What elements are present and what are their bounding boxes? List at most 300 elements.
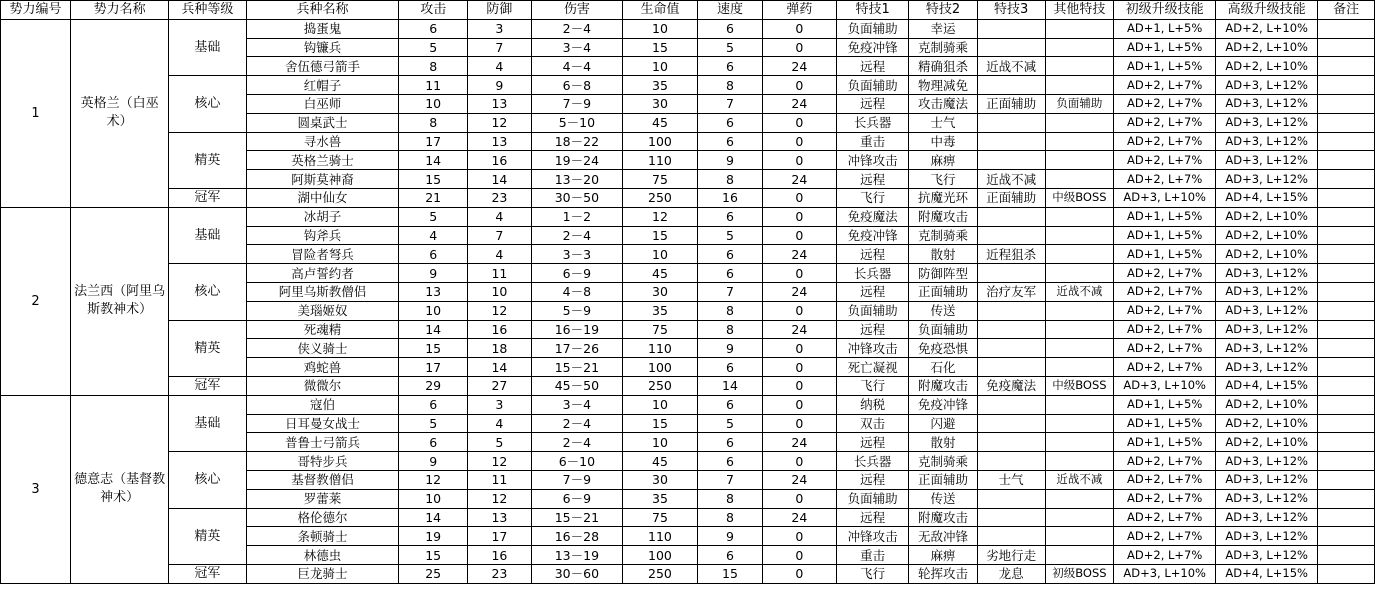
other-skill-cell bbox=[1045, 358, 1114, 377]
basic-upgrade-cell: AD+2, L+7% bbox=[1114, 264, 1216, 283]
column-header: 防御 bbox=[467, 1, 531, 20]
damage-cell: 2－4 bbox=[531, 414, 622, 433]
unit-name-cell: 捣蛋鬼 bbox=[246, 19, 399, 38]
skill3-cell bbox=[977, 264, 1045, 283]
table-row bbox=[1, 320, 1375, 339]
skill1-cell: 远程 bbox=[836, 508, 909, 527]
ammo-cell: 0 bbox=[762, 132, 836, 151]
damage-cell: 4－8 bbox=[531, 282, 622, 301]
unit-name-cell: 寻水兽 bbox=[246, 132, 399, 151]
column-header: 兵种名称 bbox=[246, 1, 399, 20]
skill1-cell: 长兵器 bbox=[836, 113, 909, 132]
defense-cell: 7 bbox=[467, 38, 531, 57]
speed-cell: 8 bbox=[698, 76, 763, 95]
ammo-cell: 0 bbox=[762, 207, 836, 226]
table-row bbox=[1, 76, 1375, 95]
remark-cell bbox=[1318, 433, 1375, 452]
speed-cell: 8 bbox=[698, 301, 763, 320]
attack-cell: 6 bbox=[399, 395, 467, 414]
unit-name-cell: 死魂精 bbox=[246, 320, 399, 339]
other-skill-cell bbox=[1045, 132, 1114, 151]
remark-cell bbox=[1318, 452, 1375, 471]
damage-cell: 6－9 bbox=[531, 264, 622, 283]
skill1-cell: 长兵器 bbox=[836, 452, 909, 471]
other-skill-cell bbox=[1045, 489, 1114, 508]
ammo-cell: 24 bbox=[762, 170, 836, 189]
hp-cell: 110 bbox=[622, 527, 697, 546]
skill2-cell: 飞行 bbox=[909, 170, 977, 189]
attack-cell: 15 bbox=[399, 170, 467, 189]
tier-cell: 冠军 bbox=[169, 376, 246, 395]
damage-cell: 7－9 bbox=[531, 470, 622, 489]
remark-cell bbox=[1318, 489, 1375, 508]
skill3-cell: 正面辅助 bbox=[977, 94, 1045, 113]
skill1-cell: 远程 bbox=[836, 170, 909, 189]
remark-cell bbox=[1318, 170, 1375, 189]
hp-cell: 10 bbox=[622, 245, 697, 264]
speed-cell: 9 bbox=[698, 339, 763, 358]
basic-upgrade-cell: AD+2, L+7% bbox=[1114, 452, 1216, 471]
column-header: 速度 bbox=[698, 1, 763, 20]
attack-cell: 15 bbox=[399, 339, 467, 358]
ammo-cell: 0 bbox=[762, 564, 836, 583]
attack-cell: 10 bbox=[399, 94, 467, 113]
defense-cell: 11 bbox=[467, 470, 531, 489]
skill1-cell: 飞行 bbox=[836, 564, 909, 583]
advanced-upgrade-cell: AD+4, L+15% bbox=[1216, 564, 1318, 583]
other-skill-cell bbox=[1045, 395, 1114, 414]
remark-cell bbox=[1318, 151, 1375, 170]
unit-name-cell: 钩斧兵 bbox=[246, 226, 399, 245]
damage-cell: 2－4 bbox=[531, 433, 622, 452]
skill1-cell: 冲锋攻击 bbox=[836, 527, 909, 546]
column-header: 初级升级技能 bbox=[1114, 1, 1216, 20]
hp-cell: 45 bbox=[622, 452, 697, 471]
hp-cell: 75 bbox=[622, 508, 697, 527]
ammo-cell: 0 bbox=[762, 489, 836, 508]
speed-cell: 6 bbox=[698, 57, 763, 76]
basic-upgrade-cell: AD+2, L+7% bbox=[1114, 489, 1216, 508]
ammo-cell: 0 bbox=[762, 546, 836, 565]
attack-cell: 4 bbox=[399, 226, 467, 245]
defense-cell: 4 bbox=[467, 57, 531, 76]
unit-name-cell: 林德虫 bbox=[246, 546, 399, 565]
tier-cell: 核心 bbox=[169, 264, 246, 320]
attack-cell: 17 bbox=[399, 358, 467, 377]
faction-name-cell: 德意志（基督教神术） bbox=[71, 395, 169, 583]
other-skill-cell: 近战不减 bbox=[1045, 470, 1114, 489]
skill2-cell: 正面辅助 bbox=[909, 470, 977, 489]
defense-cell: 13 bbox=[467, 508, 531, 527]
skill3-cell: 正面辅助 bbox=[977, 188, 1045, 207]
skill2-cell: 传送 bbox=[909, 301, 977, 320]
remark-cell bbox=[1318, 414, 1375, 433]
unit-name-cell: 阿里乌斯教僧侣 bbox=[246, 282, 399, 301]
basic-upgrade-cell: AD+1, L+5% bbox=[1114, 395, 1216, 414]
other-skill-cell: 近战不减 bbox=[1045, 282, 1114, 301]
advanced-upgrade-cell: AD+2, L+10% bbox=[1216, 245, 1318, 264]
skill3-cell bbox=[977, 38, 1045, 57]
speed-cell: 14 bbox=[698, 376, 763, 395]
defense-cell: 3 bbox=[467, 19, 531, 38]
basic-upgrade-cell: AD+2, L+7% bbox=[1114, 301, 1216, 320]
remark-cell bbox=[1318, 527, 1375, 546]
tier-cell: 基础 bbox=[169, 395, 246, 451]
ammo-cell: 24 bbox=[762, 470, 836, 489]
unit-name-cell: 美瑙姬奴 bbox=[246, 301, 399, 320]
skill3-cell bbox=[977, 508, 1045, 527]
basic-upgrade-cell: AD+2, L+7% bbox=[1114, 339, 1216, 358]
column-header: 攻击 bbox=[399, 1, 467, 20]
skill3-cell bbox=[977, 19, 1045, 38]
unit-name-cell: 条顿骑士 bbox=[246, 527, 399, 546]
basic-upgrade-cell: AD+2, L+7% bbox=[1114, 358, 1216, 377]
defense-cell: 16 bbox=[467, 320, 531, 339]
column-header: 高级升级技能 bbox=[1216, 1, 1318, 20]
hp-cell: 100 bbox=[622, 132, 697, 151]
other-skill-cell bbox=[1045, 433, 1114, 452]
skill3-cell bbox=[977, 527, 1045, 546]
advanced-upgrade-cell: AD+2, L+10% bbox=[1216, 433, 1318, 452]
ammo-cell: 24 bbox=[762, 508, 836, 527]
advanced-upgrade-cell: AD+2, L+10% bbox=[1216, 226, 1318, 245]
unit-name-cell: 舍伍德弓箭手 bbox=[246, 57, 399, 76]
hp-cell: 15 bbox=[622, 38, 697, 57]
advanced-upgrade-cell: AD+3, L+12% bbox=[1216, 132, 1318, 151]
skill2-cell: 附魔攻击 bbox=[909, 508, 977, 527]
faction-number-cell: 3 bbox=[1, 395, 71, 583]
unit-name-cell: 日耳曼女战士 bbox=[246, 414, 399, 433]
remark-cell bbox=[1318, 113, 1375, 132]
hp-cell: 15 bbox=[622, 226, 697, 245]
defense-cell: 14 bbox=[467, 170, 531, 189]
hp-cell: 12 bbox=[622, 207, 697, 226]
attack-cell: 9 bbox=[399, 452, 467, 471]
ammo-cell: 24 bbox=[762, 282, 836, 301]
damage-cell: 16－28 bbox=[531, 527, 622, 546]
basic-upgrade-cell: AD+1, L+5% bbox=[1114, 38, 1216, 57]
skill2-cell: 无敌冲锋 bbox=[909, 527, 977, 546]
defense-cell: 11 bbox=[467, 264, 531, 283]
attack-cell: 6 bbox=[399, 19, 467, 38]
skill2-cell: 散射 bbox=[909, 433, 977, 452]
defense-cell: 18 bbox=[467, 339, 531, 358]
attack-cell: 6 bbox=[399, 433, 467, 452]
other-skill-cell bbox=[1045, 264, 1114, 283]
damage-cell: 2－4 bbox=[531, 226, 622, 245]
hp-cell: 45 bbox=[622, 113, 697, 132]
remark-cell bbox=[1318, 188, 1375, 207]
other-skill-cell bbox=[1045, 320, 1114, 339]
skill3-cell bbox=[977, 358, 1045, 377]
skill2-cell: 轮挥攻击 bbox=[909, 564, 977, 583]
attack-cell: 19 bbox=[399, 527, 467, 546]
basic-upgrade-cell: AD+2, L+7% bbox=[1114, 282, 1216, 301]
damage-cell: 6－8 bbox=[531, 76, 622, 95]
skill3-cell: 劣地行走 bbox=[977, 546, 1045, 565]
ammo-cell: 0 bbox=[762, 188, 836, 207]
advanced-upgrade-cell: AD+3, L+12% bbox=[1216, 170, 1318, 189]
defense-cell: 27 bbox=[467, 376, 531, 395]
tier-cell: 核心 bbox=[169, 452, 246, 508]
skill2-cell: 附魔攻击 bbox=[909, 376, 977, 395]
ammo-cell: 0 bbox=[762, 76, 836, 95]
attack-cell: 10 bbox=[399, 301, 467, 320]
skill2-cell: 幸运 bbox=[909, 19, 977, 38]
damage-cell: 13－20 bbox=[531, 170, 622, 189]
table-row bbox=[1, 188, 1375, 207]
ammo-cell: 0 bbox=[762, 301, 836, 320]
basic-upgrade-cell: AD+2, L+7% bbox=[1114, 546, 1216, 565]
damage-cell: 15－21 bbox=[531, 358, 622, 377]
skill2-cell: 传送 bbox=[909, 489, 977, 508]
hp-cell: 100 bbox=[622, 358, 697, 377]
skill2-cell: 克制骑乘 bbox=[909, 226, 977, 245]
other-skill-cell bbox=[1045, 527, 1114, 546]
unit-name-cell: 钩镰兵 bbox=[246, 38, 399, 57]
defense-cell: 4 bbox=[467, 207, 531, 226]
speed-cell: 8 bbox=[698, 489, 763, 508]
remark-cell bbox=[1318, 245, 1375, 264]
advanced-upgrade-cell: AD+3, L+12% bbox=[1216, 94, 1318, 113]
defense-cell: 23 bbox=[467, 188, 531, 207]
defense-cell: 12 bbox=[467, 489, 531, 508]
advanced-upgrade-cell: AD+3, L+12% bbox=[1216, 452, 1318, 471]
skill2-cell: 麻痹 bbox=[909, 151, 977, 170]
remark-cell bbox=[1318, 395, 1375, 414]
attack-cell: 9 bbox=[399, 264, 467, 283]
skill3-cell: 近程狙杀 bbox=[977, 245, 1045, 264]
table-row bbox=[1, 564, 1375, 583]
basic-upgrade-cell: AD+1, L+5% bbox=[1114, 414, 1216, 433]
basic-upgrade-cell: AD+3, L+10% bbox=[1114, 564, 1216, 583]
other-skill-cell bbox=[1045, 301, 1114, 320]
skill3-cell bbox=[977, 433, 1045, 452]
speed-cell: 16 bbox=[698, 188, 763, 207]
damage-cell: 45－50 bbox=[531, 376, 622, 395]
speed-cell: 6 bbox=[698, 19, 763, 38]
column-header: 特技3 bbox=[977, 1, 1045, 20]
speed-cell: 15 bbox=[698, 564, 763, 583]
hp-cell: 45 bbox=[622, 264, 697, 283]
basic-upgrade-cell: AD+1, L+5% bbox=[1114, 245, 1216, 264]
column-header: 特技2 bbox=[909, 1, 977, 20]
other-skill-cell: 负面辅助 bbox=[1045, 94, 1114, 113]
attack-cell: 5 bbox=[399, 38, 467, 57]
hp-cell: 35 bbox=[622, 76, 697, 95]
defense-cell: 12 bbox=[467, 452, 531, 471]
remark-cell bbox=[1318, 282, 1375, 301]
speed-cell: 5 bbox=[698, 226, 763, 245]
speed-cell: 8 bbox=[698, 170, 763, 189]
unit-name-cell: 冒险者弩兵 bbox=[246, 245, 399, 264]
advanced-upgrade-cell: AD+3, L+12% bbox=[1216, 320, 1318, 339]
unit-name-cell: 高卢誓约者 bbox=[246, 264, 399, 283]
remark-cell bbox=[1318, 38, 1375, 57]
damage-cell: 3－3 bbox=[531, 245, 622, 264]
ammo-cell: 24 bbox=[762, 94, 836, 113]
skill1-cell: 纳税 bbox=[836, 395, 909, 414]
advanced-upgrade-cell: AD+3, L+12% bbox=[1216, 508, 1318, 527]
speed-cell: 6 bbox=[698, 207, 763, 226]
ammo-cell: 0 bbox=[762, 38, 836, 57]
remark-cell bbox=[1318, 19, 1375, 38]
defense-cell: 14 bbox=[467, 358, 531, 377]
speed-cell: 6 bbox=[698, 132, 763, 151]
attack-cell: 8 bbox=[399, 113, 467, 132]
speed-cell: 6 bbox=[698, 245, 763, 264]
hp-cell: 75 bbox=[622, 170, 697, 189]
remark-cell bbox=[1318, 226, 1375, 245]
unit-name-cell: 罗蕾莱 bbox=[246, 489, 399, 508]
speed-cell: 6 bbox=[698, 264, 763, 283]
damage-cell: 13－19 bbox=[531, 546, 622, 565]
remark-cell bbox=[1318, 546, 1375, 565]
unit-name-cell: 寇伯 bbox=[246, 395, 399, 414]
remark-cell bbox=[1318, 508, 1375, 527]
attack-cell: 21 bbox=[399, 188, 467, 207]
skill1-cell: 重击 bbox=[836, 132, 909, 151]
table-row bbox=[1, 207, 1375, 226]
advanced-upgrade-cell: AD+2, L+10% bbox=[1216, 395, 1318, 414]
advanced-upgrade-cell: AD+3, L+12% bbox=[1216, 470, 1318, 489]
damage-cell: 6－9 bbox=[531, 489, 622, 508]
remark-cell bbox=[1318, 339, 1375, 358]
other-skill-cell: 中级BOSS bbox=[1045, 376, 1114, 395]
speed-cell: 6 bbox=[698, 358, 763, 377]
skill1-cell: 免疫冲锋 bbox=[836, 38, 909, 57]
tier-cell: 核心 bbox=[169, 76, 246, 132]
skill1-cell: 冲锋攻击 bbox=[836, 151, 909, 170]
column-header: 兵种等级 bbox=[169, 1, 246, 20]
skill1-cell: 飞行 bbox=[836, 376, 909, 395]
skill3-cell bbox=[977, 452, 1045, 471]
ammo-cell: 0 bbox=[762, 113, 836, 132]
defense-cell: 9 bbox=[467, 76, 531, 95]
damage-cell: 16－19 bbox=[531, 320, 622, 339]
column-header: 备注 bbox=[1318, 1, 1375, 20]
hp-cell: 30 bbox=[622, 94, 697, 113]
ammo-cell: 0 bbox=[762, 264, 836, 283]
skill2-cell: 防御阵型 bbox=[909, 264, 977, 283]
skill2-cell: 攻击魔法 bbox=[909, 94, 977, 113]
basic-upgrade-cell: AD+2, L+7% bbox=[1114, 132, 1216, 151]
advanced-upgrade-cell: AD+3, L+12% bbox=[1216, 358, 1318, 377]
speed-cell: 8 bbox=[698, 320, 763, 339]
unit-name-cell: 鸡蛇兽 bbox=[246, 358, 399, 377]
skill3-cell bbox=[977, 207, 1045, 226]
column-header: 弹药 bbox=[762, 1, 836, 20]
damage-cell: 6－10 bbox=[531, 452, 622, 471]
faction-number-cell: 2 bbox=[1, 207, 71, 395]
skill3-cell: 治疗友军 bbox=[977, 282, 1045, 301]
remark-cell bbox=[1318, 358, 1375, 377]
skill3-cell bbox=[977, 339, 1045, 358]
defense-cell: 16 bbox=[467, 151, 531, 170]
other-skill-cell bbox=[1045, 38, 1114, 57]
tier-cell: 冠军 bbox=[169, 188, 246, 207]
skill1-cell: 远程 bbox=[836, 433, 909, 452]
unit-name-cell: 湖中仙女 bbox=[246, 188, 399, 207]
defense-cell: 23 bbox=[467, 564, 531, 583]
basic-upgrade-cell: AD+2, L+7% bbox=[1114, 527, 1216, 546]
skill2-cell: 正面辅助 bbox=[909, 282, 977, 301]
unit-name-cell: 格伦德尔 bbox=[246, 508, 399, 527]
other-skill-cell bbox=[1045, 546, 1114, 565]
attack-cell: 15 bbox=[399, 546, 467, 565]
faction-name-cell: 法兰西（阿里乌斯教神术） bbox=[71, 207, 169, 395]
damage-cell: 30－50 bbox=[531, 188, 622, 207]
ammo-cell: 0 bbox=[762, 339, 836, 358]
skill1-cell: 负面辅助 bbox=[836, 19, 909, 38]
table-row bbox=[1, 264, 1375, 283]
basic-upgrade-cell: AD+3, L+10% bbox=[1114, 376, 1216, 395]
skill1-cell: 免疫魔法 bbox=[836, 207, 909, 226]
advanced-upgrade-cell: AD+4, L+15% bbox=[1216, 376, 1318, 395]
skill3-cell bbox=[977, 320, 1045, 339]
speed-cell: 6 bbox=[698, 433, 763, 452]
column-header: 伤害 bbox=[531, 1, 622, 20]
table-row bbox=[1, 508, 1375, 527]
skill1-cell: 远程 bbox=[836, 245, 909, 264]
defense-cell: 7 bbox=[467, 226, 531, 245]
defense-cell: 17 bbox=[467, 527, 531, 546]
skill2-cell: 散射 bbox=[909, 245, 977, 264]
skill3-cell bbox=[977, 226, 1045, 245]
damage-cell: 5－10 bbox=[531, 113, 622, 132]
defense-cell: 4 bbox=[467, 245, 531, 264]
advanced-upgrade-cell: AD+3, L+12% bbox=[1216, 527, 1318, 546]
advanced-upgrade-cell: AD+3, L+12% bbox=[1216, 282, 1318, 301]
speed-cell: 7 bbox=[698, 470, 763, 489]
tier-cell: 基础 bbox=[169, 19, 246, 75]
unit-name-cell: 冰胡子 bbox=[246, 207, 399, 226]
skill3-cell: 免疫魔法 bbox=[977, 376, 1045, 395]
remark-cell bbox=[1318, 320, 1375, 339]
tier-cell: 精英 bbox=[169, 320, 246, 376]
column-header: 势力编号 bbox=[1, 1, 71, 20]
remark-cell bbox=[1318, 76, 1375, 95]
other-skill-cell: 中级BOSS bbox=[1045, 188, 1114, 207]
ammo-cell: 0 bbox=[762, 19, 836, 38]
tier-cell: 基础 bbox=[169, 207, 246, 263]
skill3-cell bbox=[977, 301, 1045, 320]
hp-cell: 75 bbox=[622, 320, 697, 339]
advanced-upgrade-cell: AD+2, L+10% bbox=[1216, 38, 1318, 57]
hp-cell: 30 bbox=[622, 470, 697, 489]
damage-cell: 1－2 bbox=[531, 207, 622, 226]
basic-upgrade-cell: AD+1, L+5% bbox=[1114, 207, 1216, 226]
ammo-cell: 0 bbox=[762, 151, 836, 170]
skill2-cell: 闪避 bbox=[909, 414, 977, 433]
basic-upgrade-cell: AD+1, L+5% bbox=[1114, 19, 1216, 38]
hp-cell: 110 bbox=[622, 339, 697, 358]
speed-cell: 6 bbox=[698, 452, 763, 471]
defense-cell: 5 bbox=[467, 433, 531, 452]
header-row bbox=[1, 1, 1375, 20]
skill1-cell: 双击 bbox=[836, 414, 909, 433]
defense-cell: 13 bbox=[467, 132, 531, 151]
advanced-upgrade-cell: AD+3, L+12% bbox=[1216, 546, 1318, 565]
attack-cell: 6 bbox=[399, 245, 467, 264]
speed-cell: 7 bbox=[698, 282, 763, 301]
skill2-cell: 物理减免 bbox=[909, 76, 977, 95]
skill3-cell bbox=[977, 395, 1045, 414]
remark-cell bbox=[1318, 132, 1375, 151]
basic-upgrade-cell: AD+2, L+7% bbox=[1114, 320, 1216, 339]
column-header: 生命值 bbox=[622, 1, 697, 20]
damage-cell: 18－22 bbox=[531, 132, 622, 151]
